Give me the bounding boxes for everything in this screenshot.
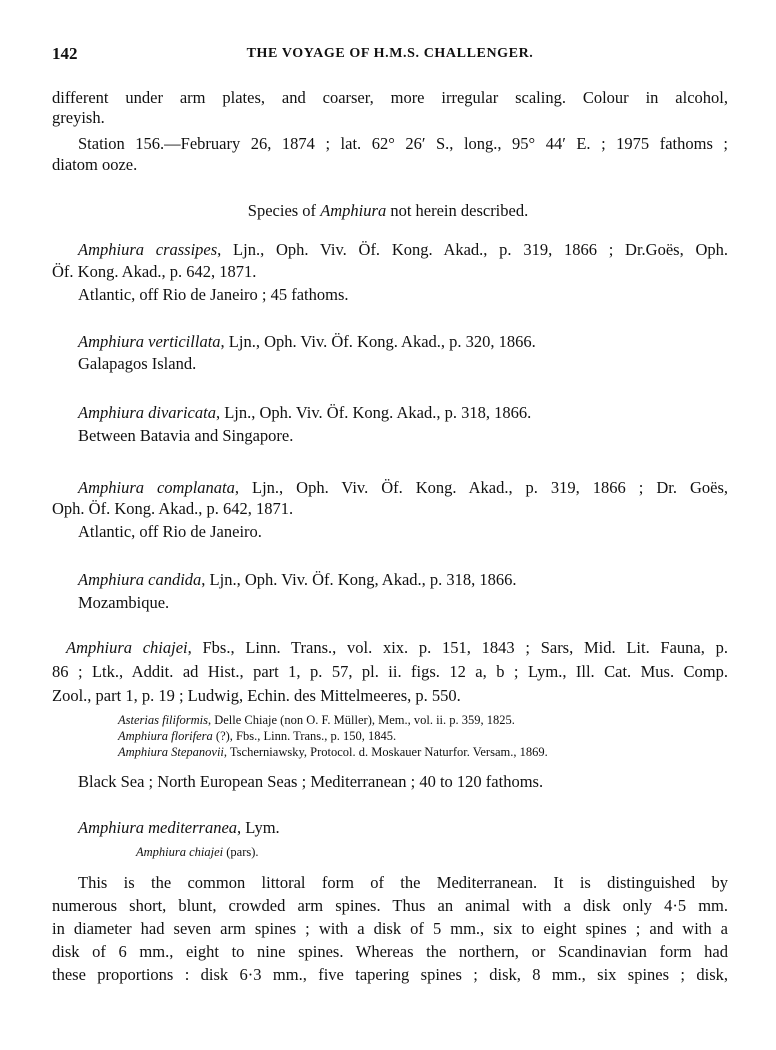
species-locality: Galapagos Island.	[78, 354, 197, 373]
species-entry: Amphiura candida, Ljn., Oph. Viv. Öf. Kong, Akad., p. 318, 1866.	[78, 570, 517, 589]
mediterranea-entry: Amphiura mediterranea, Lym.	[78, 818, 280, 837]
paragraph-line: numerous short, blunt, crowded arm spines. Thus an animal with a disk only 4·5 mm.	[52, 896, 728, 915]
species-ref-cont: Öf. Kong. Akad., p. 642, 1871.	[52, 262, 257, 281]
species-entry: Amphiura divaricata, Ljn., Oph. Viv. Öf. Kong. Akad., p. 318, 1866.	[78, 403, 532, 422]
station-line-2: diatom ooze.	[52, 155, 138, 174]
chiajei-ref-3: Zool., part 1, p. 19 ; Ludwig, Echin. des Mittelmeeres, p. 550.	[52, 686, 461, 705]
synonym-line: Amphiura chiajei (pars).	[136, 845, 259, 859]
page-number: 142	[52, 44, 78, 63]
synonym-line: Asterias filiformis, Delle Chiaje (non O. F. Müller), Mem., vol. ii. p. 359, 1825.	[118, 713, 515, 727]
intro-line-1: different under arm plates, and coarser, more irregular scaling. Colour in alcohol,	[52, 88, 728, 107]
paragraph-line: these proportions : disk 6·3 mm., five tapering spines ; disk, 8 mm., six spines ; disk,	[52, 965, 728, 984]
section-heading: Species of Amphiura not herein described.	[247, 201, 529, 220]
chiajei-locality: Black Sea ; North European Seas ; Mediterranean ; 40 to 120 fathoms.	[78, 772, 544, 791]
species-entry: Amphiura crassipes, Ljn., Oph. Viv. Öf. Kong. Akad., p. 319, 1866 ; Dr.Goës, Oph.	[78, 240, 728, 259]
station-line: Station 156.—February 26, 1874 ; lat. 62° 26′ S., long., 95° 44′ E. ; 1975 fathoms ;	[78, 134, 728, 153]
running-header	[52, 44, 728, 66]
species-locality: Mozambique.	[78, 593, 170, 612]
species-entry: Amphiura verticillata, Ljn., Oph. Viv. Öf. Kong. Akad., p. 320, 1866.	[78, 332, 536, 351]
chiajei-entry: Amphiura chiajei, Fbs., Linn. Trans., vol. xix. p. 151, 1843 ; Sars, Mid. Lit. Fauna, p.	[66, 638, 728, 657]
running-title: THE VOYAGE OF H.M.S. CHALLENGER.	[246, 46, 534, 61]
species-locality: Atlantic, off Rio de Janeiro ; 45 fathoms.	[78, 285, 349, 304]
chiajei-ref-2: 86 ; Ltk., Addit. ad Hist., part 1, p. 57, pl. ii. figs. 12 a, b ; Lym., Ill. Cat. Mus. Comp.	[52, 662, 728, 681]
paragraph-line: in diameter had seven arm spines ; with a disk of 5 mm., six to eight spines ; and with a	[52, 919, 728, 938]
paragraph-line: disk of 6 mm., eight to nine spines. Whereas the northern, or Scandinavian form had	[52, 942, 728, 961]
synonym-line: Amphiura Stepanovii, Tscherniawsky, Protocol. d. Moskauer Naturfor. Versam., 1869.	[118, 745, 548, 759]
synonym-line: Amphiura florifera (?), Fbs., Linn. Trans., p. 150, 1845.	[118, 729, 397, 743]
intro-line-2: greyish.	[52, 108, 105, 127]
species-locality: Between Batavia and Singapore.	[78, 426, 294, 445]
species-locality: Atlantic, off Rio de Janeiro.	[78, 522, 262, 541]
paragraph-line: This is the common littoral form of the Mediterranean. It is distinguished by	[78, 873, 728, 892]
species-ref-cont: Oph. Öf. Kong. Akad., p. 642, 1871.	[52, 499, 294, 518]
species-entry: Amphiura complanata, Ljn., Oph. Viv. Öf. Kong. Akad., p. 319, 1866 ; Dr. Goës,	[78, 478, 728, 497]
